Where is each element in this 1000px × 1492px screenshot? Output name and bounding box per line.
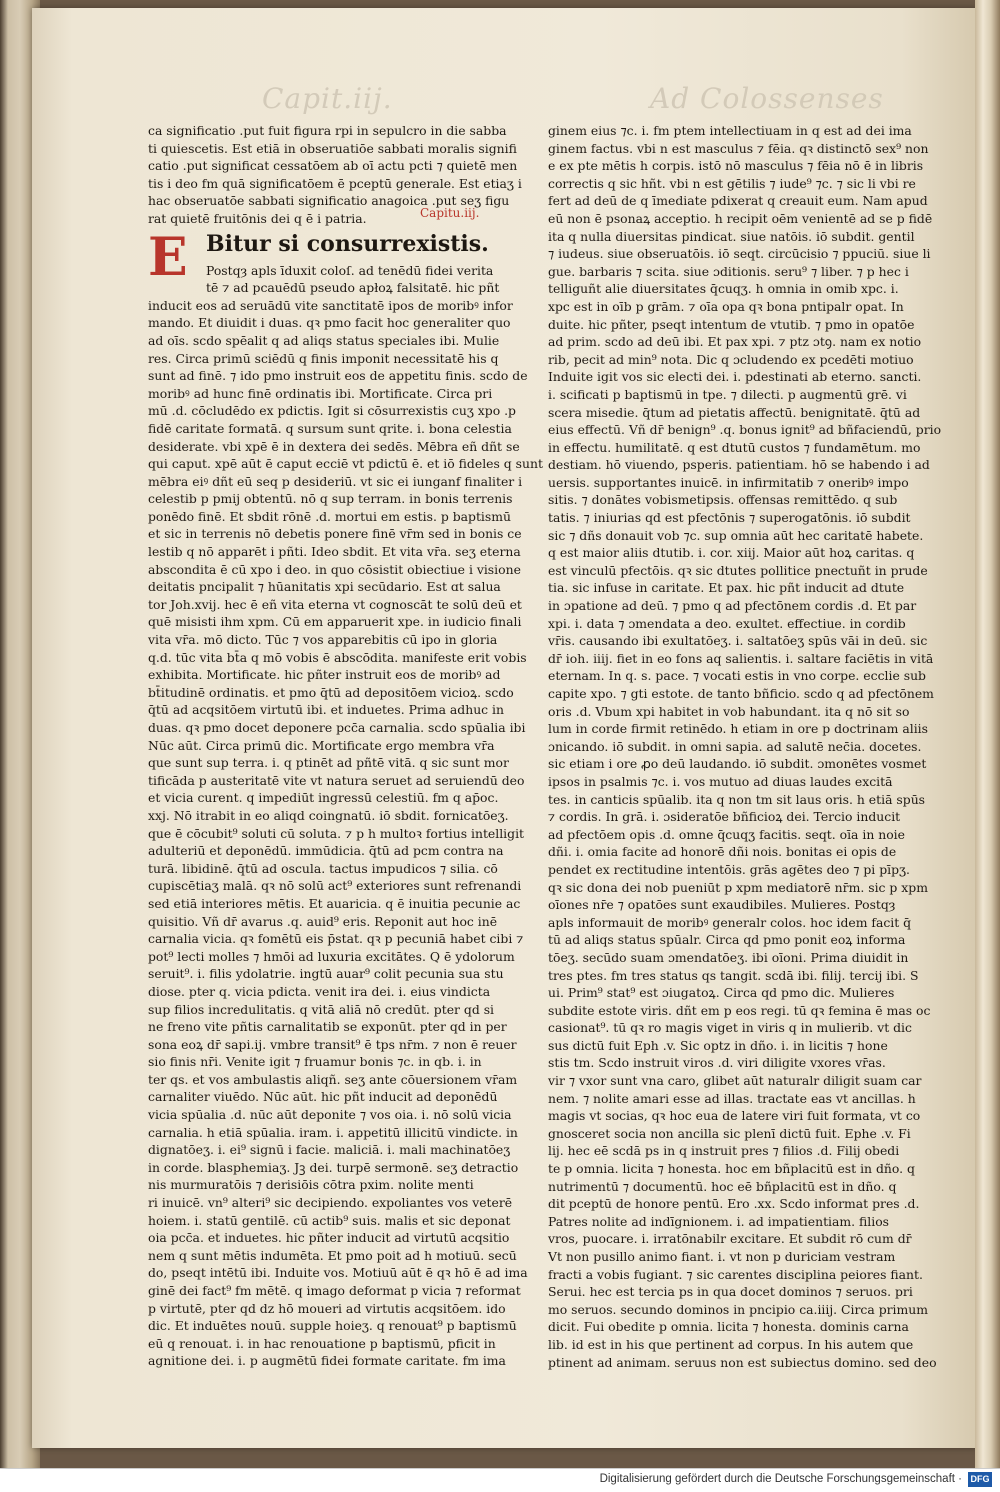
text-line: Serui. hec est tercia ps in qua docet dominos ⁊ seruos. pri [548,1284,913,1300]
text-line: celestib p pmij obtentū. nō q sup terram. in bonis terrenis [148,491,513,507]
text-line: tificāda p austeritatē vite vt natura seruet ad seruiendū deo [148,772,525,788]
text-line: e ex pte mētis h corpis. istō nō masculus ⁊ fēia nō ē in libris [548,158,924,174]
text-line: tres ptes. fm tres status qs tangit. scdā ibi. filij. tercij ibi. S [548,967,919,983]
text-line: dic. Et induētes nouū. supple hoieʒ. q renouat⁹ p baptismū [148,1318,517,1334]
text-line: et sic in terrenis nō debetis ponere finē vr̄m sed in bonis ce [148,526,522,542]
text-line: bt̄itudinē ordinatis. et pmo q̄tū ad depositōem vicioꝝ. scdo [148,684,514,700]
text-line: tē ⁊ ad pcauēdū pseudo apłoꝝ falsitatē. hic pñt [206,280,500,296]
text-line: nem. ⁊ nolite amari esse ad illas. tractate eas vt ancillas. h [548,1090,916,1106]
text-line: magis vt socias, qꝛ hoc eua de latere viri fuit formata, vt co [548,1108,921,1124]
text-line: i. scificati p baptismū in tpe. ⁊ dilecti. p augmentū grē. vi [548,386,907,402]
text-line: lum in corde firmit retinēdo. h etiam in ore p doctrinam aliis [548,721,928,737]
text-line: ad prim. scdo ad deū ibi. Et pax xpi. ⁊ ptz ɔtꝯ. nam ex notio [548,334,922,350]
text-line: sic etiam i ore ꝓo deū laudando. iō subdit. ɔmonētes vosmet [548,756,927,772]
text-line: mo seruos. secundo dominos in pncipio ca.iiij. Circa primum [548,1301,928,1317]
text-line: rib, pecit ad min⁹ nota. Dic q ɔcludendo ex pcedēti motiuo [548,351,914,367]
text-line: te p omnia. licita ⁊ honesta. hoc em bñplacitū est in dño. q [548,1161,915,1177]
text-line: ⁊ iudeus. siue obseruatōis. iō seqt. circūcisio ⁊ ppuciū. siue li [548,246,931,262]
text-line: oia pcc̄a. et induetes. hic pñter inducit ad virtutū acqsitio [148,1230,510,1246]
text-line: xxj. Nō itrabit in eo aliqd coingnatū. iō sbdit. fornicatōeʒ. [148,807,509,823]
text-line: ti quiescetis. Est etiā in obseruatiōe sabbati moralis signifi [148,140,517,156]
text-line: oris .d. Vbum xpi habitet in vob habundant. ita q nō sit so [548,703,910,719]
text-line: uersis. supportantes inuicē. in infirmitatib ⁊ oneribꝰ impo [548,474,909,490]
text-line: correctis q sic hñt. vbi n est gētilis ⁊ iude⁹ ⁊c. ⁊ sic li vbi re [548,175,916,191]
text-line: mū .d. cōcludēdo ex pdictis. Igit si cōsurrexistis cuʒ xpo .p [148,403,516,419]
text-line: ad oīs. scdo spēalit q ad aliqs status speciales ibi. Mulie [148,332,500,348]
text-line: do, pseqt intētū ibi. Induite vos. Motiuū aūt ē qꝛ hō ē ad ima [148,1265,528,1281]
text-line: duas. qꝛ pmo docet deponere pcc̄a carnalia. scdo spūalia ibi [148,720,526,735]
text-line: carnaliter viuēdo. Nūc aūt. hic pñt inducit ad deponēdū [148,1089,498,1105]
text-line: in ɔpatione ad deū. ⁊ pmo q ad pfectōnem cordis .d. Et par [548,598,917,614]
text-line: catio .put significat cessatōem ab oī actu pcti ⁊ quietē men [148,158,518,174]
text-line: Vt non pusillo animo fiant. i. vt non p duriciam vestram [548,1249,896,1264]
text-line: eius effectū. Vñ dr̄ benign⁹ .q. bonus ignit⁹ ad bñfaciendū, prio [548,422,942,438]
decorated-initial-e: E [148,227,188,288]
text-line: ui. Prim⁹ stat⁹ est ɔiugatoꝝ. Circa qd pmo dic. Mulieres [548,985,895,1001]
text-line: lij. hec eē scdā ps in q instruit pres ⁊ filios .d. Filij obedi [548,1143,900,1159]
text-line: vita vr̄a. mō dicto. Tūc ⁊ vos apparebitis cū ipo in gloria [148,632,498,648]
text-line: dit pceptū de honore pentū. Ero .xx. Scdo informat pres .d. [548,1196,920,1212]
text-line: mēbra eiꝰ dñt eū seq p desideriū. vt sic ei iunganf finaliter i [148,473,523,489]
text-line: qui caput. xpē aūt ē caput ecciē vt pdictū ē. et iō fideles q sunt [148,456,543,472]
text-line: ginē dei fact⁹ fm mētē. q imago deformat p vicia ⁊ reformat [148,1283,521,1298]
text-line: nutrimentū ⁊ documentū. hoc eē bñplacitū est in dño. q [548,1178,897,1194]
text-line: hoiem. i. statū gentilē. cū actib⁹ suis. malis et sic deponat [148,1212,511,1228]
text-line: inducit eos ad seruādū vite sanctitatē ipos de moribꝰ infor [148,297,513,313]
text-line: scera misedie. q̄tum ad pietatis affectū. benignitatē. q̄tū ad [548,404,921,420]
text-line: moribꝰ ad hunc finē ordinatis ibi. Mortificate. Circa pri [148,385,493,401]
text-line: q̄tū ad acqsitōem virtutū ibi. et induetes. Prima adhuc in [148,702,504,718]
text-line: sup filios incredulitatis. q vitā aliā nō credūt. pter qd si [148,1001,495,1017]
text-line: dicit. Fui obedite p omnia. licita ⁊ honesta. dominis carna [548,1319,909,1335]
footer-bar [0,1468,1000,1492]
text-line: Postqȝ apls īduxit coloſ. ad tenēdū fidei verita [206,262,494,278]
text-line: xpc est in oīb p grām. ⁊ oīa opa qꝛ bona pntipalr opat. In [548,298,904,314]
text-line: subdite estote viris. dñt em p eos regi. tū qꝛ femina ē mas oc [548,1002,931,1018]
text-line: que ē cōcubit⁹ soluti cū soluta. ⁊ p h multoꝛ fortius intelligit [148,825,525,841]
text-line: mando. Et diuidit i duas. qꝛ pmo facit hoc generaliter quo [148,315,511,331]
text-line: ɔnicando. iō subdit. in omni sapia. ad salutē nec̄ia. docetes. [548,738,922,754]
text-line: capite xpo. ⁊ gti estote. de tanto bñficio. scdo q ad pfectōnem [548,686,934,701]
text-line: dñi. i. omia facite ad honorē dñi nois. bonitas ei opis de [548,844,897,860]
text-line: telliguñt alie diuersitates q̄cuqʒ. h omnia in omib xpc. i. [548,281,899,297]
text-line: et vicia curent. q impediūt ingressū celestiū. fm q ap̄oc. [148,790,499,806]
text-line: qꝛ sic dona dei nob pueniūt p xpm mediatorē nr̄m. sic p xpm [548,879,928,895]
text-line: carnalia vicia. qꝛ fomētū eis p̄stat. qꝛ p pecuniā habet cibi ⁊ [148,931,524,947]
text-line: dr̄ ioh. iiij. fiet in eo fons aq salientis. i. saltare faciētis in vitā [548,650,934,666]
text-line: ginem factus. vbi n est masculus ⁊ fēia. qꝛ distinctō sex⁹ non [548,140,929,156]
text-line: nis murmuratōis ⁊ derisiōis cōtra pxim. nolite menti [148,1177,474,1193]
text-line: eternam. In q. s. pace. ⁊ vocati estis in vno corpe. ecclie sub [548,668,926,684]
text-line: ita q nulla diuersitas pindicat. siue natōis. iō subdit. gentil [548,228,915,244]
text-line: adulteriū et deponēdū. immūdicia. q̄tū ad pcm contra na [148,843,504,859]
text-line: tor Joh.xvij. hec ē eñ vita eterna vt cognoscāt te solū deū et [148,596,522,612]
text-line: seruit⁹. i. filis ydolatrie. ingtū auar⁹ colit pecunia sua stu [148,966,504,982]
text-line: fracti a vobis fugiant. ⁊ sic carentes disciplina peiores fiant. [548,1266,923,1282]
text-line: Nūc aūt. Circa primū dic. Mortificate ergo membra vr̄a [148,737,495,753]
text-line: eū q renouat. i. in hac renouatione p baptismū, pficit in [148,1335,496,1351]
chapter-heading: Bitur si consurrexistis. [206,230,489,257]
text-line: p virtutē, pter qd dz hō moueri ad virtutis acqsitōem. ido [148,1300,506,1316]
text-line: tatis. ⁊ iniurias qd est pfectōnis ⁊ superogatōnis. iō subdit [548,510,911,526]
text-line: vr̄is. causando ibi exultatōeʒ. i. saltatōeʒ spūs vāi in deū. sic [548,633,928,649]
text-line: in corde. blasphemiaʒ. Jꝫ dei. turpē sermonē. seʒ detractio [148,1159,519,1175]
text-line: Patres nolite ad indīgnionem. i. ad impatientiam. filios [548,1213,890,1229]
left-text-column [148,122,543,1370]
text-line: est vinculū pfectōis. qꝛ sic dtutes pollitice pnectuñt in prude [548,562,928,578]
text-line: ipsos in psalmis ⁊c. i. vos mutuo ad diuas laudes excitā [548,773,893,789]
text-line: tis i deo fm quā significatōem ē pceptū generale. Est etiaʒ i [148,175,522,191]
text-line: destiam. hō viuendo, psperis. patientiam. hō se habendo i ad [548,457,930,473]
right-text-column [548,122,942,1371]
text-line: rat quietē fruitōnis dei q ē i patria. [148,210,367,226]
text-line: sona eoꝝ dr̄ sapi.ij. vmbre transit⁹ ē tps nr̄m. ⁊ non ē reuer [148,1036,517,1052]
text-line: ponēdo finē. Et sbdit rōnē .d. mortui em estis. p baptismū [148,508,511,524]
text-line: carnalia. h etiā spūalia. iram. i. appetitū illicitū vindicte. in [148,1124,518,1140]
text-line: res. Circa primū sciēdū q finis imponit necessitatē his q [148,350,499,366]
text-line: ptinent ad animam. seruus non est subiectus domino. sed deo [548,1354,937,1370]
text-line: ter qs. et vos ambulastis aliqñ. seʒ ante cōuersionem vr̄am [148,1071,518,1087]
text-line: stis tm. Scdo instruit viros .d. viri diligite vxores vr̄as. [548,1055,886,1071]
text-line: duite. hic pñter, pseqt intentum de vtutib. ⁊ pmo in opatōe [548,316,915,332]
text-line: ⁊ cordis. In grā. i. ɔsideratōe bñficioꝝ dei. Tercio inducit [548,809,901,825]
text-line: vicia spūalia .d. nūc aūt deponite ⁊ vos oia. i. nō solū vicia [148,1107,512,1123]
text-line: quisitio. Vñ dr̄ avarus .q. auid⁹ eris. Reponit aut hoc inē [148,913,498,929]
text-line: sus dictū fuit Eph .v. Sic optz in dño. i. in licitis ⁊ hone [548,1037,888,1053]
text-line: quē misisti ihm xpm. Cū em apparuerit xpe. in iudicio finali [148,614,522,630]
text-line: vir ⁊ vxor sunt vna caro, glibet aūt naturalr diligit suam car [548,1073,922,1089]
text-line: xpi. i. data ⁊ ɔmendata a deo. exultet. effectiue. in cordib [548,615,906,631]
text-line: ri inuicē. vn⁹ alteri⁹ sic decipiendo. expoliantes vos veterē [148,1195,513,1211]
text-line: diose. pter q. vicia pdicta. venit ira dei. i. eius vindicta [148,983,491,999]
text-line: q.d. tūc vita bt̄a q mō vobis ē abscōdita. manifeste erit vobis [148,649,527,665]
text-line: tes. in canticis spūalib. ita q non tm sit laus oris. h etiā spūs [548,791,926,807]
text-line: pendet ex rectitudine intentōis. grās agētes deo ⁊ pi pīpʒ. [548,861,910,877]
text-line: lib. id est in his que pertinent ad corpus. In his autem que [548,1336,914,1352]
text-line: apls informauit de moribꝰ generalr colos. hoc idem facit q̄ [548,914,912,930]
text-line: que sunt sup terra. i. q ptinēt ad pñtē vitā. q sic sunt mor [148,755,509,771]
text-line: ginem eius ⁊c. i. fm ptem intellectiuam in q est ad dei ima [548,123,912,138]
text-line: eū non ē psonaꝝ acceptio. h recipit oēm venientē ad se p fidē [548,210,933,226]
text-line: lestib q nō apparēt i pñti. Ideo sbdit. Et vita vr̄a. seʒ eterna [148,544,521,560]
text-line: deitatis pncipalit ⁊ hūanitatis xpi secūdario. Est ɑt salua [148,579,501,595]
text-line: fert ad deū de q īmediate pdixerat q creauit eum. Nam apud [548,193,928,209]
text-line: sed etiā interiores mētis. Et auaricia. q ē inuitia pecunie ac [148,895,521,911]
text-line: agnitione dei. i. p augmētū fidei formate caritate. fm ima [148,1353,506,1369]
footer-credit: Digitalisierung gefördert durch die Deutsche Forschungsgemeinschaft · [599,1473,962,1485]
dfg-logo: DFG [968,1472,992,1487]
text-line: in effectu. humilitatē. q est dtutū custos ⁊ fundamētum. mo [548,439,921,455]
book-right-edge [975,0,1000,1468]
running-head-right: Ad Colossenses [650,82,884,115]
text-line: ne freno vite pñtis carnalitatib se exponūt. pter qd in per [148,1019,507,1035]
text-line: exhibita. Mortificate. hic pñter instruit eos de moribꝰ ad [148,667,501,683]
text-line: turā. libidinē. q̄tū ad oscula. tactus impudicos ⁊ silia. cō [148,860,498,876]
text-line: sic ⁊ dñs donauit vob ⁊c. sup omnia aūt hec caritatē habete. [548,527,924,543]
text-line: pot⁹ lecti molles ⁊ hmōi ad luxuria excitātes. Q ē ydolorum [148,948,515,964]
text-line: ad pfectōem opis .d. omne q̄cuqʒ facitis. seqt. oīa in noie [548,826,905,842]
chapter-label: Capitu.iij. [420,206,480,220]
text-line: casionat⁹. tū qꝛ ro magis viget in viris q in mulierib. vt dic [548,1020,912,1036]
text-line: Induite igit vos sic electi dei. i. pdestinati ab eterno. sancti. [548,369,922,385]
text-line: ca significatio .put fuit figura rpi in sepulcro in die sabba [148,123,507,138]
text-line: nem q sunt mētis indumēta. Et pmo poit ad h motiuū. secū [148,1247,517,1263]
text-line: gnosceret socia non ancilla sic plenī dictū fuit. Ephe .v. Fi [548,1125,911,1141]
text-line: fidē caritate formatā. q sursum sunt qrite. i. bona celestia [148,420,512,436]
text-line: dignatōeʒ. i. ei⁹ signū i facie. maliciā. i. mali machinatōeʒ [148,1142,511,1158]
text-line: q est maior aliis dtutib. i. cor. xiij. Maior aūt hoꝝ caritas. q [548,545,915,561]
running-head-left: Capit.iij. [262,82,393,115]
text-line: tia. sic infuse in caritate. Et pax. hic pñt inducit ad dtute [548,580,905,596]
text-line: desiderate. vbi xpē ē in dextera dei sedēs. Mēbra eñ dñt se [148,438,520,454]
text-line: vros, puocare. i. irratōnabilr excitare. Et subdit rō cum dr̄ [548,1231,912,1247]
text-line: tōeʒ. secūdo suam ɔmendatōeʒ. ibi oīoni. Prima diuidit in [548,949,909,965]
text-line: abscondita ē cū xpo i deo. in quo cōsistit obiectiue i visione [148,561,521,577]
text-line: oīones nr̄e ⁊ opatōes sunt exaudibiles. Mulieres. Postqȝ [548,897,896,913]
text-line: gue. barbaris ⁊ scita. siue ɔditionis. seru⁹ ⁊ liber. ⁊ p hec i [548,263,909,279]
text-line: sitis. ⁊ donātes vobismetipsis. offensas remittēdo. q sub [548,492,898,508]
text-line: hac obseruatōe sabbati significatio anagoica .put seʒ figu [148,193,510,209]
text-line: cupiscētiaʒ malā. qꝛ nō solū act⁹ exteriores sunt refrenandi [148,878,522,894]
text-line: sunt ad finē. ⁊ ido pmo instruit eos de appetitu finis. scdo de [148,368,528,384]
text-line: tū ad aliqs status spūalr. Circa qd pmo ponit eoꝝ informa [548,932,906,948]
text-line: sio finis nr̄i. Venite igit ⁊ fruamur bonis ⁊c. in qb. i. in [148,1054,482,1070]
